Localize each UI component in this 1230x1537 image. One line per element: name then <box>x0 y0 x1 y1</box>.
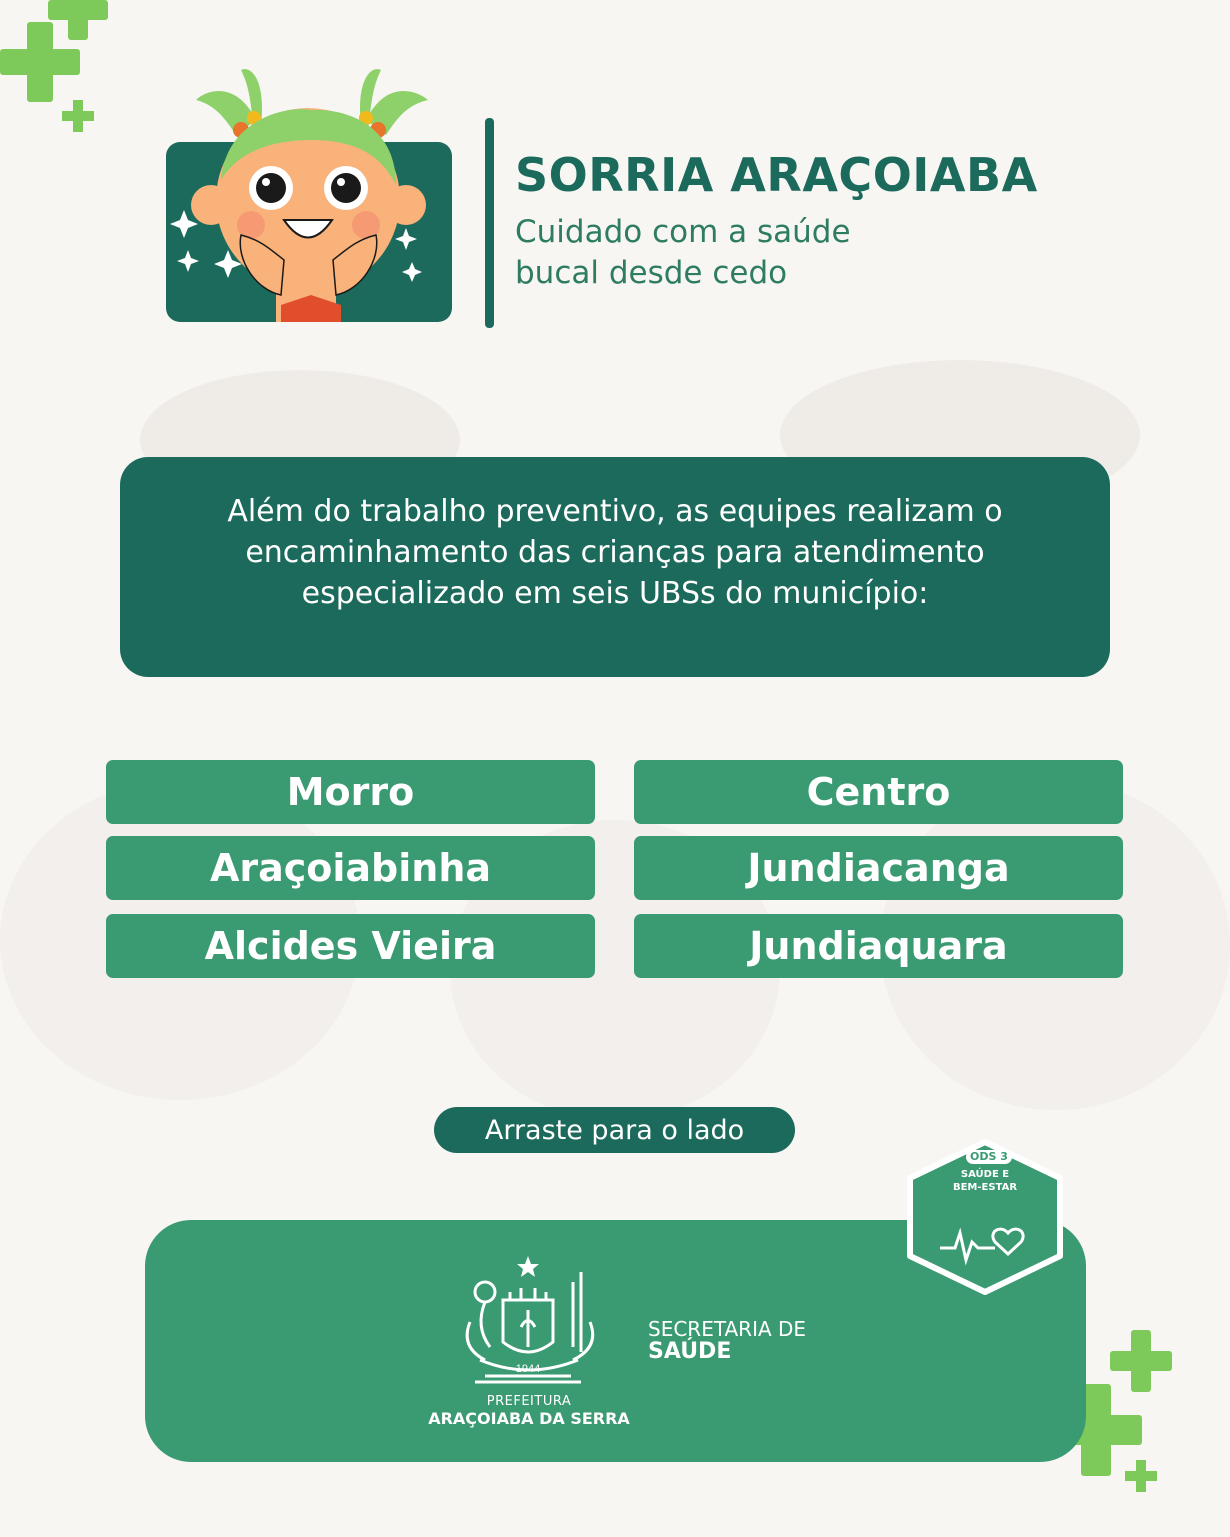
header-divider <box>485 118 494 328</box>
plus-decoration-icon <box>1110 1330 1172 1392</box>
prefeitura-label: PREFEITURA <box>486 1394 572 1409</box>
ods-text <box>930 1168 1040 1194</box>
ubs-item: Alcides Vieira <box>106 914 595 978</box>
secretaria-label: SECRETARIA DE <box>648 1317 807 1341</box>
crest-year: 1944 <box>515 1363 541 1375</box>
ods-text-line: SAÚDE E <box>960 1169 1010 1180</box>
subtitle-line: bucal desde cedo <box>515 255 788 291</box>
city-crest-logo <box>455 1252 603 1392</box>
ubs-item: Jundiacanga <box>634 836 1123 900</box>
swipe-hint-button[interactable]: Arraste para o lado <box>434 1107 795 1153</box>
info-text: Além do trabalho preventivo, as equipes realizam o encaminhamento das crianças para atendimento especializado em seis UBSs do município: <box>227 493 1003 611</box>
ubs-item: Morro <box>106 760 595 824</box>
plus-decoration-icon <box>48 0 108 40</box>
secretaria-name: SAÚDE <box>648 1339 732 1364</box>
subtitle-line: Cuidado com a saúde <box>515 214 851 250</box>
plus-decoration-icon <box>1125 1460 1157 1492</box>
ubs-item: Araçoiabinha <box>106 836 595 900</box>
ods-label: ODS 3 <box>966 1150 1012 1164</box>
ubs-item: Centro <box>634 760 1123 824</box>
ods-text-line: BEM-ESTAR <box>952 1182 1018 1193</box>
ubs-item: Jundiaquara <box>634 914 1123 978</box>
smiling-girl-illustration <box>166 60 456 322</box>
page-title: SORRIA ARAÇOIABA <box>515 148 1038 202</box>
info-panel <box>120 457 1110 677</box>
plus-decoration-icon <box>62 100 94 132</box>
page-subtitle <box>515 212 935 294</box>
prefeitura-name: ARAÇOIABA DA SERRA <box>428 1409 630 1428</box>
